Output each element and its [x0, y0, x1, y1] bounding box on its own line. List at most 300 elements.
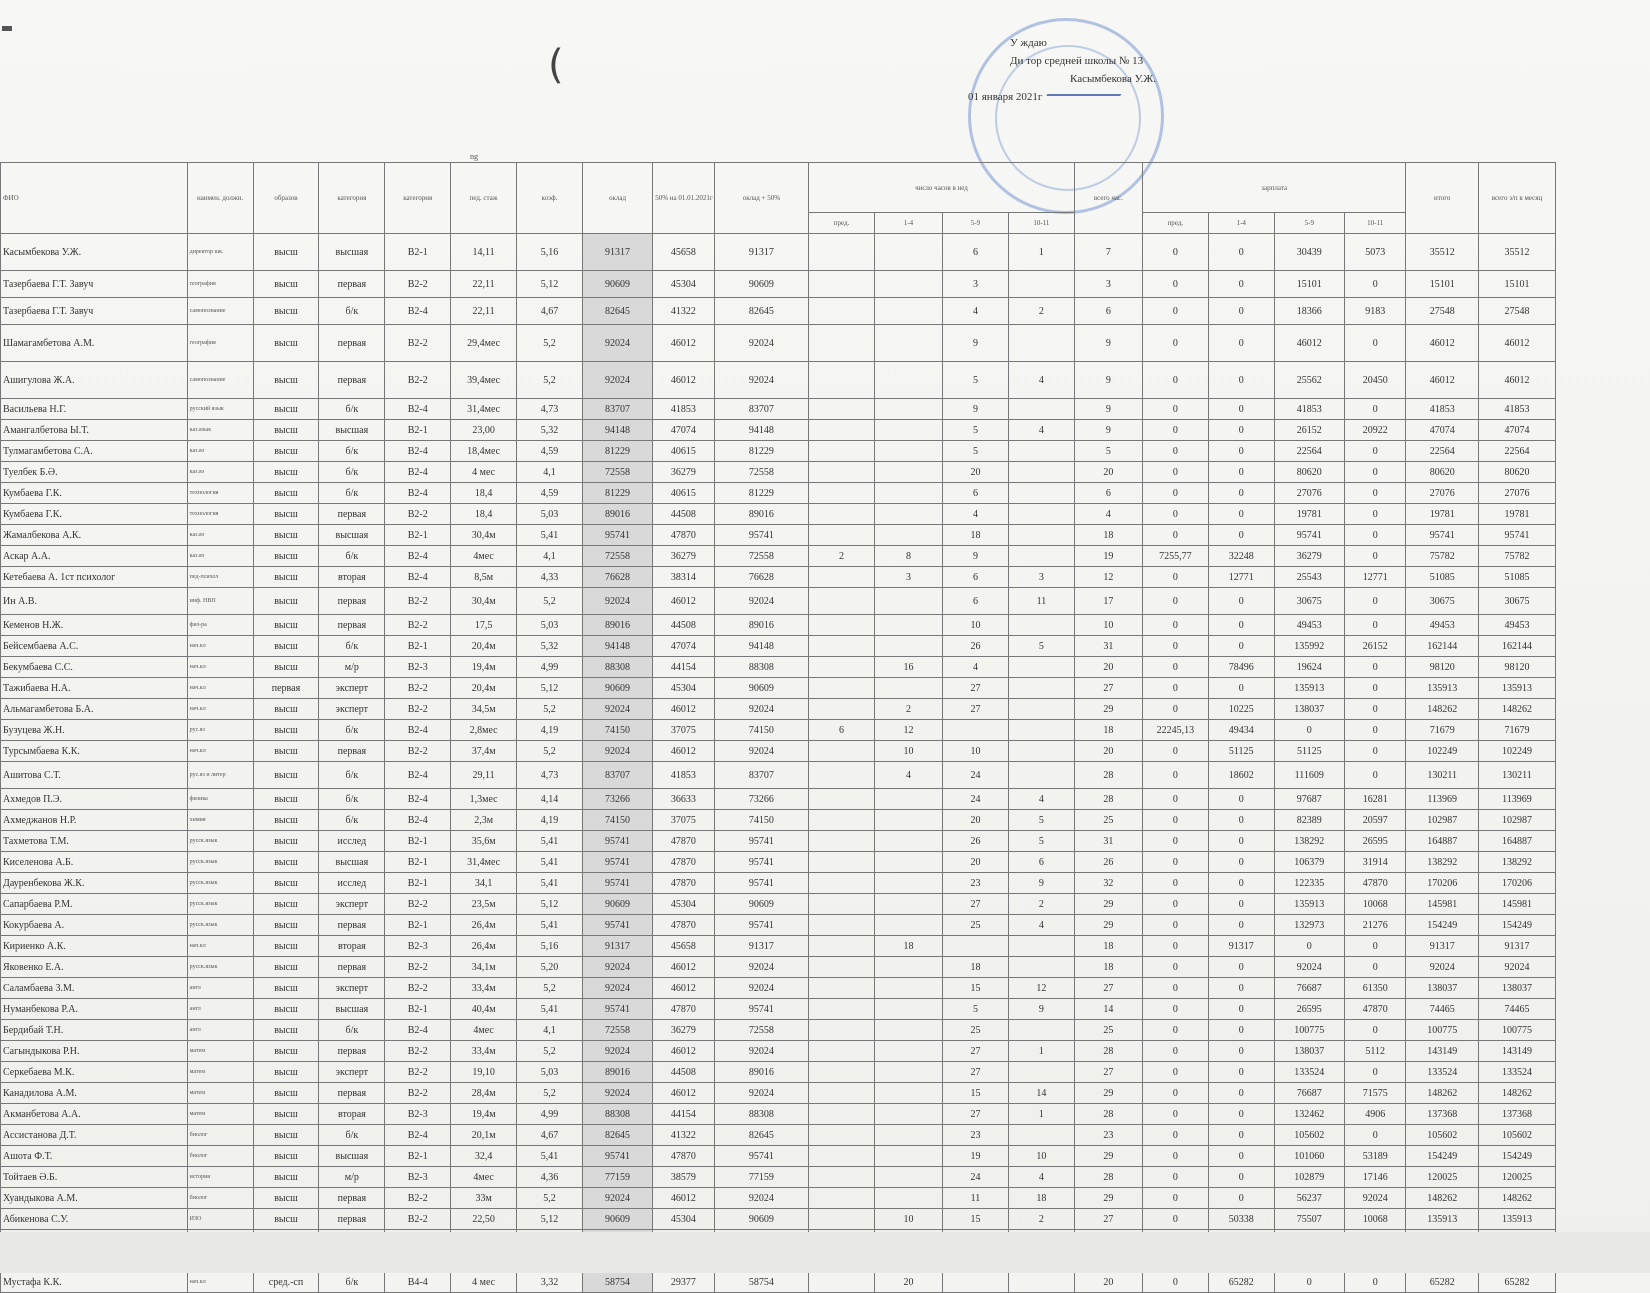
cell-pay-1-4: 32248	[1208, 546, 1274, 567]
cell-education: высш	[253, 399, 319, 420]
cell-hours-1-4	[874, 362, 942, 399]
cell-education: высш	[253, 298, 319, 325]
cell-position: матем	[187, 1104, 253, 1125]
cell-pay-1-4: 0	[1208, 957, 1274, 978]
cell-coef: 5,41	[517, 1146, 583, 1167]
cell-hours-pre	[809, 567, 875, 588]
cell-coef: 5,03	[517, 1062, 583, 1083]
cell-hours-5-9: 19	[943, 1146, 1009, 1167]
cell-fio: Тазербаева Г.Т. Завуч	[1, 298, 188, 325]
cell-pay-pre: 0	[1142, 1209, 1208, 1230]
cell-code: В2-2	[385, 1188, 451, 1209]
cell-stazh: 30,4м	[451, 588, 517, 615]
cell-total-month: 113969	[1478, 789, 1555, 810]
cell-position: русск.язык	[187, 831, 253, 852]
cell-hours-1-4	[874, 957, 942, 978]
cell-code: В2-1	[385, 831, 451, 852]
cell-pay-5-9: 26152	[1274, 420, 1344, 441]
cell-salary: 90609	[582, 894, 652, 915]
cell-stazh: 18,4	[451, 483, 517, 504]
cell-pct50: 46012	[653, 362, 714, 399]
cell-hours-5-9: 4	[943, 504, 1009, 525]
cell-total: 137368	[1406, 1104, 1478, 1125]
cell-hours-pre: 2	[809, 546, 875, 567]
table-row	[1, 657, 1556, 678]
cell-hours-1-4	[874, 325, 942, 362]
cell-hours-1-4: 18	[874, 936, 942, 957]
cell-total-month: 170206	[1478, 873, 1555, 894]
header-pay-10-11: 10-11	[1344, 213, 1406, 234]
cell-salary: 90609	[582, 678, 652, 699]
cell-pay-5-9: 41853	[1274, 399, 1344, 420]
cell-coef: 5,2	[517, 325, 583, 362]
cell-salary: 90609	[582, 271, 652, 298]
cell-pay-pre: 0	[1142, 462, 1208, 483]
cell-total-month: 19781	[1478, 504, 1555, 525]
cell-salary-plus: 92024	[714, 362, 808, 399]
cell-total-hours: 31	[1074, 831, 1142, 852]
cell-total: 135913	[1406, 678, 1478, 699]
cell-education: первая	[253, 678, 319, 699]
cell-pay-10-11: 0	[1344, 546, 1406, 567]
table-row	[1, 483, 1556, 504]
cell-total-hours: 28	[1074, 1104, 1142, 1125]
cell-total-hours: 20	[1074, 741, 1142, 762]
cell-hours-5-9: 15	[943, 1209, 1009, 1230]
cell-total: 148262	[1406, 1188, 1478, 1209]
cell-code: В2-4	[385, 1020, 451, 1041]
cell-pay-1-4: 0	[1208, 852, 1274, 873]
cell-total-month: 65282	[1478, 1272, 1555, 1293]
cell-coef: 4,33	[517, 567, 583, 588]
cell-position: самопознание	[187, 362, 253, 399]
cell-total-month: 92024	[1478, 957, 1555, 978]
cell-salary: 77159	[582, 1167, 652, 1188]
cell-hours-10-11: 6	[1008, 852, 1074, 873]
cell-total: 65282	[1406, 1272, 1478, 1293]
cell-salary: 76628	[582, 567, 652, 588]
cell-category: б/к	[319, 462, 385, 483]
cell-pay-5-9: 51125	[1274, 741, 1344, 762]
table-row	[1, 615, 1556, 636]
cell-total: 47074	[1406, 420, 1478, 441]
cell-pay-5-9: 135992	[1274, 636, 1344, 657]
cell-education: высш	[253, 720, 319, 741]
cell-position: матем	[187, 1041, 253, 1062]
cell-total: 27076	[1406, 483, 1478, 504]
cell-education: высш	[253, 1104, 319, 1125]
table-row	[1, 525, 1556, 546]
cell-salary-plus: 90609	[714, 1209, 808, 1230]
cell-pay-5-9: 101060	[1274, 1146, 1344, 1167]
table-row	[1, 936, 1556, 957]
cell-category: б/к	[319, 810, 385, 831]
cell-total-month: 98120	[1478, 657, 1555, 678]
cell-position: русск.язык	[187, 894, 253, 915]
cell-pay-10-11: 0	[1344, 1272, 1406, 1293]
cell-education: высш	[253, 362, 319, 399]
cell-hours-1-4	[874, 462, 942, 483]
cell-code: В2-2	[385, 1209, 451, 1230]
cell-hours-1-4: 10	[874, 741, 942, 762]
cell-pay-1-4: 0	[1208, 325, 1274, 362]
cell-coef: 4,1	[517, 546, 583, 567]
cell-total: 74465	[1406, 999, 1478, 1020]
cell-education: высш	[253, 462, 319, 483]
cell-total: 164887	[1406, 831, 1478, 852]
table-row	[1, 362, 1556, 399]
table-row	[1, 762, 1556, 789]
cell-hours-5-9: 25	[943, 1020, 1009, 1041]
cell-pay-10-11: 0	[1344, 325, 1406, 362]
cell-hours-1-4	[874, 1125, 942, 1146]
cell-position: русский язык	[187, 399, 253, 420]
small-mark: ng	[470, 152, 478, 161]
cell-hours-10-11: 5	[1008, 636, 1074, 657]
cell-position: нач.кл	[187, 1272, 253, 1293]
cell-hours-10-11	[1008, 504, 1074, 525]
cell-pct50: 46012	[653, 978, 714, 999]
cell-salary-plus: 83707	[714, 762, 808, 789]
cell-total-month: 138037	[1478, 978, 1555, 999]
cell-category: б/к	[319, 762, 385, 789]
cell-hours-10-11: 4	[1008, 915, 1074, 936]
cell-pay-10-11: 9183	[1344, 298, 1406, 325]
cell-pct50: 47870	[653, 831, 714, 852]
cell-pay-pre: 0	[1142, 999, 1208, 1020]
cell-salary-plus: 81229	[714, 483, 808, 504]
cell-pay-5-9: 15101	[1274, 271, 1344, 298]
cell-code: В2-3	[385, 1167, 451, 1188]
cell-pay-1-4: 91317	[1208, 936, 1274, 957]
cell-total-month: 30675	[1478, 588, 1555, 615]
cell-pay-pre: 0	[1142, 234, 1208, 271]
cell-code: В2-2	[385, 325, 451, 362]
header-hours-pre: пред.	[809, 213, 875, 234]
cell-pay-pre: 0	[1142, 957, 1208, 978]
cell-total-hours: 19	[1074, 546, 1142, 567]
cell-code: В2-2	[385, 504, 451, 525]
cell-hours-pre	[809, 852, 875, 873]
cell-pay-pre: 0	[1142, 936, 1208, 957]
cell-pay-pre: 0	[1142, 1188, 1208, 1209]
cell-hours-10-11: 4	[1008, 789, 1074, 810]
cell-stazh: 35,6м	[451, 831, 517, 852]
cell-total: 102987	[1406, 810, 1478, 831]
header-fio: ФИО	[1, 163, 188, 234]
cell-stazh: 4 мес	[451, 462, 517, 483]
cell-hours-pre	[809, 741, 875, 762]
cell-hours-pre	[809, 915, 875, 936]
header-salary: оклад	[582, 163, 652, 234]
cell-hours-pre	[809, 1125, 875, 1146]
cell-code: В2-1	[385, 234, 451, 271]
cell-code: В2-4	[385, 1125, 451, 1146]
cell-coef: 4,1	[517, 462, 583, 483]
cell-hours-10-11: 4	[1008, 362, 1074, 399]
cell-total: 49453	[1406, 615, 1478, 636]
cell-category: б/к	[319, 298, 385, 325]
cell-hours-10-11: 4	[1008, 1167, 1074, 1188]
cell-hours-pre	[809, 762, 875, 789]
cell-pay-5-9: 0	[1274, 720, 1344, 741]
header-coef: коэф.	[517, 163, 583, 234]
cell-pay-pre: 0	[1142, 615, 1208, 636]
cell-fio: Кетебаева А. 1ст психолог	[1, 567, 188, 588]
cell-hours-pre	[809, 1167, 875, 1188]
cell-hours-5-9: 5	[943, 999, 1009, 1020]
table-row	[1, 810, 1556, 831]
cell-salary: 92024	[582, 957, 652, 978]
cell-total: 154249	[1406, 915, 1478, 936]
cell-position: каз.яз	[187, 546, 253, 567]
cell-education: высш	[253, 999, 319, 1020]
cell-position: география	[187, 325, 253, 362]
cell-hours-1-4	[874, 441, 942, 462]
cell-pct50: 40615	[653, 483, 714, 504]
cell-pay-pre: 0	[1142, 1083, 1208, 1104]
cell-pay-5-9: 80620	[1274, 462, 1344, 483]
cell-pay-5-9: 36279	[1274, 546, 1344, 567]
cell-pay-5-9: 18366	[1274, 298, 1344, 325]
cell-pct50: 47870	[653, 525, 714, 546]
cell-education: высш	[253, 894, 319, 915]
cell-salary: 90609	[582, 1209, 652, 1230]
cell-fio: Тулмагамбетова С.А.	[1, 441, 188, 462]
cell-salary-plus: 77159	[714, 1167, 808, 1188]
table-row	[1, 1041, 1556, 1062]
cell-position: русск.язык	[187, 957, 253, 978]
cell-pay-10-11: 0	[1344, 957, 1406, 978]
cell-total-hours: 6	[1074, 483, 1142, 504]
cell-total: 170206	[1406, 873, 1478, 894]
cell-fio: Хуандыкова А.М.	[1, 1188, 188, 1209]
table-row	[1, 1146, 1556, 1167]
cell-pay-1-4: 0	[1208, 588, 1274, 615]
cell-hours-10-11	[1008, 441, 1074, 462]
cell-coef: 4,73	[517, 399, 583, 420]
cell-total: 35512	[1406, 234, 1478, 271]
cell-salary: 95741	[582, 525, 652, 546]
cell-pay-10-11: 10068	[1344, 894, 1406, 915]
cell-category: эксперт	[319, 978, 385, 999]
cell-hours-1-4: 10	[874, 1209, 942, 1230]
cell-pay-5-9: 56237	[1274, 1188, 1344, 1209]
cell-position: нач.кл	[187, 678, 253, 699]
cell-pay-5-9: 135913	[1274, 894, 1344, 915]
cell-pct50: 46012	[653, 588, 714, 615]
cell-salary: 95741	[582, 873, 652, 894]
cell-pay-1-4: 0	[1208, 504, 1274, 525]
cell-total-hours: 9	[1074, 420, 1142, 441]
cell-total-month: 22564	[1478, 441, 1555, 462]
cell-pay-1-4: 0	[1208, 915, 1274, 936]
cell-coef: 5,41	[517, 915, 583, 936]
cell-salary-plus: 92024	[714, 1188, 808, 1209]
cell-pay-1-4: 0	[1208, 894, 1274, 915]
cell-hours-5-9: 4	[943, 657, 1009, 678]
cell-fio: Кумбаева Г.К.	[1, 504, 188, 525]
cell-pay-1-4: 0	[1208, 462, 1274, 483]
cell-pay-pre: 0	[1142, 831, 1208, 852]
cell-stazh: 31,4мес	[451, 399, 517, 420]
cell-pay-1-4: 0	[1208, 1041, 1274, 1062]
cell-category: б/к	[319, 1020, 385, 1041]
cell-stazh: 26,4м	[451, 915, 517, 936]
cell-hours-10-11: 18	[1008, 1188, 1074, 1209]
cell-fio: Бекумбаева С.С.	[1, 657, 188, 678]
cell-fio: Бейсембаева А.С.	[1, 636, 188, 657]
cell-pct50: 40615	[653, 441, 714, 462]
cell-hours-1-4	[874, 1146, 942, 1167]
cell-fio: Амангалбетова Ы.Т.	[1, 420, 188, 441]
cell-stazh: 4мес	[451, 1020, 517, 1041]
cell-total: 75782	[1406, 546, 1478, 567]
table-row	[1, 699, 1556, 720]
cell-pay-1-4: 0	[1208, 1104, 1274, 1125]
cell-hours-10-11: 2	[1008, 1209, 1074, 1230]
cell-pay-5-9: 25543	[1274, 567, 1344, 588]
cell-pay-1-4: 0	[1208, 789, 1274, 810]
cell-category: б/к	[319, 789, 385, 810]
cell-category: эксперт	[319, 894, 385, 915]
cell-salary-plus: 92024	[714, 978, 808, 999]
cell-pay-pre: 0	[1142, 567, 1208, 588]
cell-fio: Ин А.В.	[1, 588, 188, 615]
cell-stazh: 4мес	[451, 546, 517, 567]
cell-education: высш	[253, 271, 319, 298]
cell-pay-1-4: 78496	[1208, 657, 1274, 678]
cell-pct50: 41853	[653, 399, 714, 420]
cell-hours-pre	[809, 588, 875, 615]
cell-coef: 4,14	[517, 789, 583, 810]
cell-category: вторая	[319, 936, 385, 957]
cell-total-month: 49453	[1478, 615, 1555, 636]
cell-stazh: 33,4м	[451, 1041, 517, 1062]
cell-hours-pre	[809, 1083, 875, 1104]
cell-pct50: 37075	[653, 720, 714, 741]
cell-total-hours: 25	[1074, 810, 1142, 831]
cell-pay-pre: 0	[1142, 504, 1208, 525]
cell-code: В2-4	[385, 483, 451, 504]
cell-fio: Сагындыкова Р.Н.	[1, 1041, 188, 1062]
cell-pay-pre: 22245,13	[1142, 720, 1208, 741]
cell-total-hours: 4	[1074, 504, 1142, 525]
cell-pct50: 46012	[653, 699, 714, 720]
cell-pay-pre: 0	[1142, 915, 1208, 936]
cell-pay-1-4: 0	[1208, 978, 1274, 999]
cell-hours-5-9: 25	[943, 915, 1009, 936]
cell-salary: 91317	[582, 234, 652, 271]
header-category-code: категория	[385, 163, 451, 234]
cell-hours-pre	[809, 1104, 875, 1125]
cell-code: В2-1	[385, 636, 451, 657]
table-row	[1, 1188, 1556, 1209]
cell-salary: 92024	[582, 588, 652, 615]
cell-total-hours: 18	[1074, 720, 1142, 741]
cell-hours-pre	[809, 362, 875, 399]
table-row	[1, 636, 1556, 657]
cell-total: 71679	[1406, 720, 1478, 741]
cell-total-hours: 23	[1074, 1125, 1142, 1146]
cell-coef: 4,19	[517, 720, 583, 741]
cell-category: вторая	[319, 1104, 385, 1125]
cell-pay-1-4: 0	[1208, 420, 1274, 441]
cell-salary-plus: 90609	[714, 678, 808, 699]
cell-hours-5-9: 9	[943, 546, 1009, 567]
cell-pct50: 44508	[653, 615, 714, 636]
cell-pay-5-9: 132462	[1274, 1104, 1344, 1125]
cell-stazh: 29,4мес	[451, 325, 517, 362]
cell-salary-plus: 92024	[714, 1083, 808, 1104]
cell-total-month: 102987	[1478, 810, 1555, 831]
cell-hours-1-4: 16	[874, 657, 942, 678]
cell-salary-plus: 92024	[714, 325, 808, 362]
cell-hours-1-4	[874, 504, 942, 525]
table-row	[1, 567, 1556, 588]
cell-position: русск.язык	[187, 873, 253, 894]
cell-salary-plus: 73266	[714, 789, 808, 810]
cell-fio: Бердибай Т.Н.	[1, 1020, 188, 1041]
cell-category: высшая	[319, 999, 385, 1020]
cell-pct50: 44154	[653, 1104, 714, 1125]
cell-salary: 82645	[582, 298, 652, 325]
header-category: категория	[319, 163, 385, 234]
cell-total-hours: 20	[1074, 1272, 1142, 1293]
cell-hours-pre	[809, 1041, 875, 1062]
header-hours-5-9: 5-9	[943, 213, 1009, 234]
cell-total: 51085	[1406, 567, 1478, 588]
cell-hours-1-4	[874, 810, 942, 831]
cell-pay-10-11: 0	[1344, 741, 1406, 762]
cell-hours-1-4	[874, 789, 942, 810]
cell-pct50: 47074	[653, 420, 714, 441]
cell-salary: 95741	[582, 831, 652, 852]
cell-total-month: 46012	[1478, 362, 1555, 399]
cell-pct50: 29377	[653, 1272, 714, 1293]
cell-salary: 74150	[582, 720, 652, 741]
cell-position: англ	[187, 1020, 253, 1041]
table-row	[1, 399, 1556, 420]
cell-hours-1-4	[874, 399, 942, 420]
cell-total: 19781	[1406, 504, 1478, 525]
cell-total-month: 120025	[1478, 1167, 1555, 1188]
cell-code: В2-1	[385, 999, 451, 1020]
cell-salary: 89016	[582, 1062, 652, 1083]
cell-category: первая	[319, 957, 385, 978]
cell-fio: Тойтаев Ә.Б.	[1, 1167, 188, 1188]
cell-hours-pre	[809, 810, 875, 831]
cell-salary: 95741	[582, 999, 652, 1020]
cell-total-hours: 29	[1074, 1083, 1142, 1104]
table-row	[1, 1167, 1556, 1188]
cell-total: 102249	[1406, 741, 1478, 762]
cell-education: высш	[253, 873, 319, 894]
cell-total: 91317	[1406, 936, 1478, 957]
cell-hours-10-11: 14	[1008, 1083, 1074, 1104]
cell-pct50: 46012	[653, 1188, 714, 1209]
cell-total-hours: 20	[1074, 462, 1142, 483]
cell-hours-1-4	[874, 1104, 942, 1125]
cell-pay-1-4: 0	[1208, 1188, 1274, 1209]
header-education: образов	[253, 163, 319, 234]
cell-total-month: 137368	[1478, 1104, 1555, 1125]
cell-position: технология	[187, 483, 253, 504]
cell-hours-1-4: 8	[874, 546, 942, 567]
cell-total: 100775	[1406, 1020, 1478, 1041]
cell-salary: 88308	[582, 657, 652, 678]
cell-education: высш	[253, 762, 319, 789]
